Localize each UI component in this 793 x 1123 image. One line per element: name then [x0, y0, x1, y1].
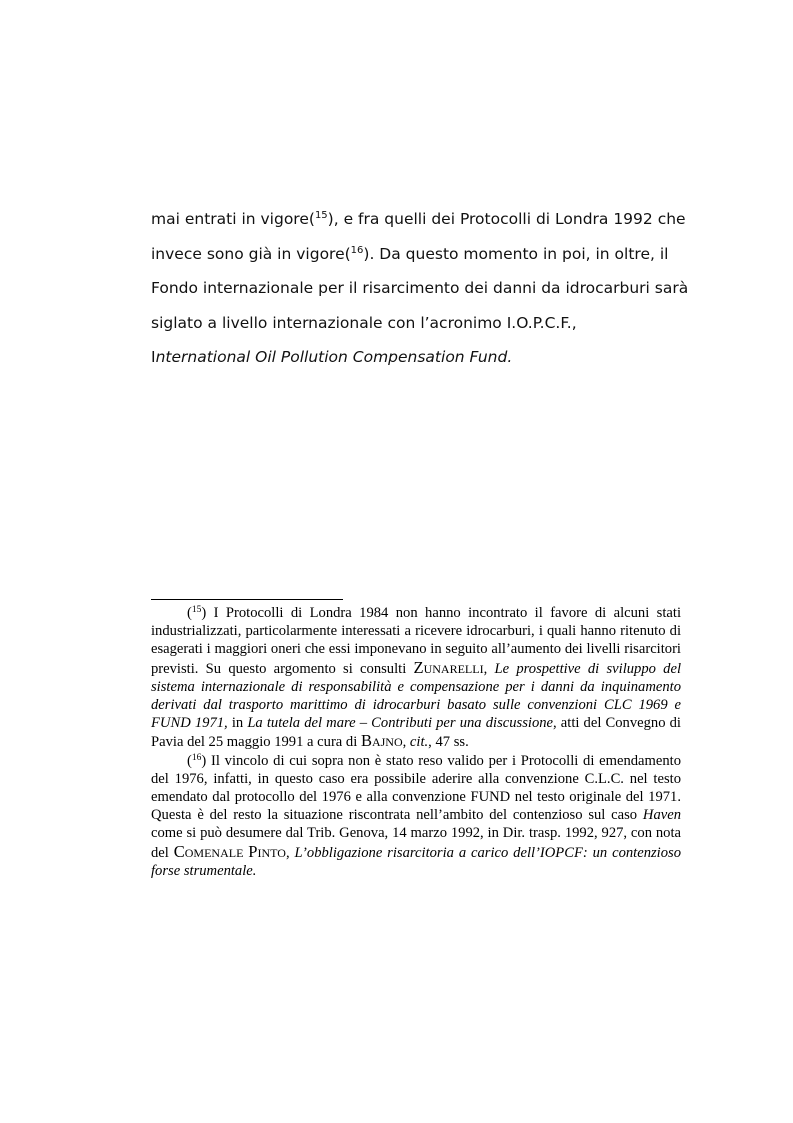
footnote-text: ,	[285, 844, 295, 861]
footnote-text: in	[227, 715, 248, 732]
body-word: con	[387, 313, 416, 332]
citation-abbrev: cit.	[409, 734, 429, 751]
body-text-segment: ), e fra quelli dei Protocolli di Londra 1992 che	[327, 210, 686, 228]
body-word: siglato	[151, 313, 203, 332]
author-initial: B	[360, 731, 372, 751]
body-word: I.O.P.C.F.,	[506, 313, 577, 332]
footnote-text: come si può desumere dal Trib. Genova, 14 marzo 1992, in Dir. trasp. 1992, 927, con nota del	[151, 825, 681, 861]
work-title: L’obbligazione risarcitoria a carico dell’IOPCF: un contenzioso forse strumentale.	[151, 844, 681, 879]
author-rest: OMENALE	[184, 845, 244, 860]
body-text-segment: ). Da questo momento in poi, in oltre, il	[363, 244, 669, 263]
body-line	[151, 202, 686, 237]
footnote-text: Il vincolo di cui sopra non è stato reso valido per i Protocolli di emendamento del 1976, infatti, in questo caso era possibile aderire alla convenzione C.L.C. nel testo emendato dal protocollo del 1976 e alla convenzione FUND nel testo originale del 1971. Questa è del resto la situazione riscontrata nell’ambito del contenzioso sul caso	[151, 752, 681, 824]
footnote-15: ($^{15}$) I Protocolli di Londra 1984 non hanno incontrato il favore di alcuni stati industrializzati, particolarmente interessati a ricevere idrocarburi, i quali hanno ritenuto di esagerati i maggiori oneri che essi imponevano in seguito all’aumento dei livelli risarcitori previsti. Su questo argomento si consulti ZUNARELLI, Le prospettive di sviluppo del sistema internazionale di responsabilità e compensazione per i danni da inquinamento derivati dal trasporto marittimo di idrocarburi basato sulle convenzioni CLC 1969 e FUND 1971, in La tutela del mare – Contributi per una discussione, atti del Convegno di Pavia del 25 maggio 1991 a cura di BAJNO, cit., 47 ss.	[151, 605, 682, 751]
author-initial: C	[173, 841, 185, 861]
body-text-segment: mai entrati in vigore(	[151, 210, 315, 228]
body-line: Fondo internazionale per il risarcimento dei danni da idrocarburi sarà	[151, 279, 689, 297]
footnote-ref-16[interactable]: 16	[350, 244, 364, 256]
body-word: a	[207, 313, 218, 332]
author-rest: UNARELLI	[423, 661, 484, 676]
footnote-number: 16	[191, 752, 202, 763]
footnote-text: ,	[402, 734, 410, 751]
footnote-separator	[151, 599, 343, 600]
footnote-text: I Protocolli di Londra 1984 non hanno incontrato il favore di alcuni stati industrializzati, particolarmente interessati a ricevere idrocarburi, i quali hanno ritenuto di esagerati i maggiori oneri che essi imponevano in seguito all’aumento dei livelli risarcitori previsti. Su questo argomento si consulti	[151, 605, 681, 677]
footnote-number: 15	[191, 605, 202, 615]
author-name	[413, 657, 484, 677]
case-name: Haven	[642, 807, 681, 824]
body-word: l’acronimo	[420, 313, 502, 332]
author-initial: P	[248, 841, 258, 861]
footnotes	[151, 604, 681, 880]
footnote-ref-15[interactable]: 15	[314, 210, 328, 221]
body-text-segment: invece sono già in vigore(	[151, 244, 351, 263]
work-title: Le prospettive di sviluppo del sistema internazionale di responsabilità e compensazione per i danni da inquinamento derivati dal trasporto marittimo di idrocarburi basato sulle convenzioni CLC 1969 e FUND 1971,	[151, 660, 682, 732]
footnote-text: , atti del Convegno di Pavia del 25 maggio 1991 a cura di	[151, 715, 681, 751]
body-line	[151, 340, 681, 375]
author-initial: Z	[413, 657, 424, 677]
body-word: internazionale	[272, 313, 383, 332]
footnote-text: ,	[483, 660, 495, 677]
body-paragraph	[151, 202, 689, 375]
body-line	[151, 237, 681, 272]
footnote-text: , 47 ss.	[428, 734, 469, 751]
body-text-segment: I	[151, 348, 156, 366]
fund-name: nternational Oil Pollution Compensation Fund.	[155, 348, 513, 366]
author-rest: AJNO	[371, 735, 403, 750]
body-line	[151, 306, 681, 341]
author-name	[173, 841, 286, 861]
author-rest: INTO	[257, 845, 286, 860]
book-title: La tutela del mare – Contributi per una discussione	[247, 715, 554, 732]
body-word: livello	[221, 313, 268, 332]
footnote-16: ($^{16}$) Il vincolo di cui sopra non è stato reso valido per i Protocolli di emendamento del 1976, infatti, in questo caso era possibile aderire alla convenzione C.L.C. nel testo emendato dal protocollo del 1976 e alla convenzione FUND nel testo originale del 1971. Questa è del resto la situazione riscontrata nell’ambito del contenzioso sul caso Haven come si può desumere dal Trib. Genova, 14 marzo 1992, in Dir. trasp. 1992, 927, con nota del COMENALE PINTO, L’obbligazione risarcitoria a carico dell’IOPCF: un contenzioso forse strumentale.	[151, 752, 681, 879]
author-name	[360, 731, 403, 751]
